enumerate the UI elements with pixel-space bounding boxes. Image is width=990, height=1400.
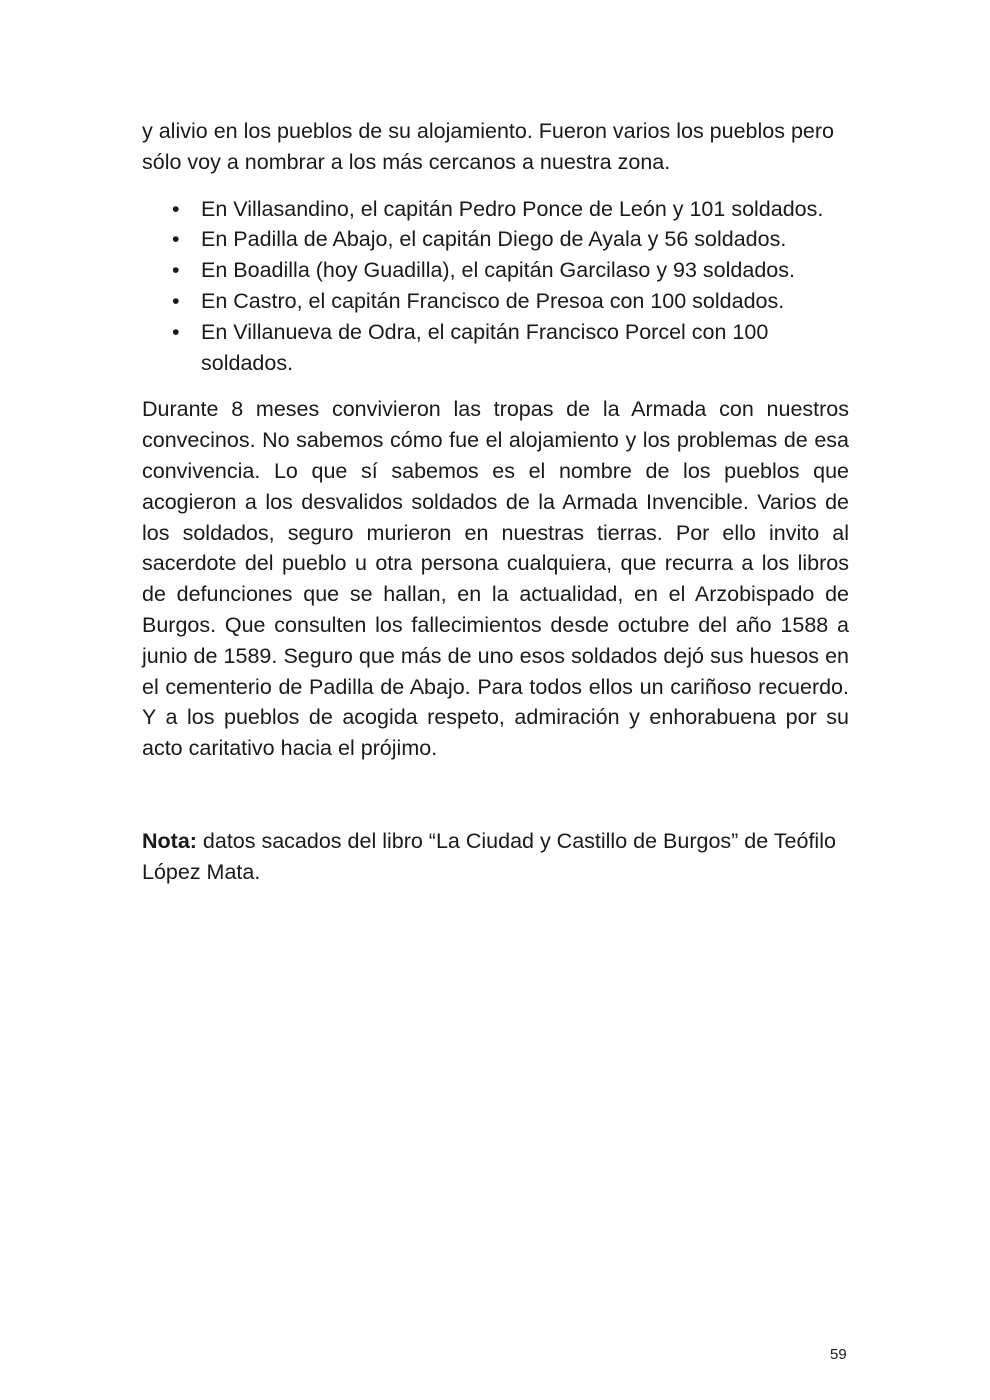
intro-paragraph: y alivio en los pueblos de su alojamiento. Fueron varios los pueblos pero sólo voy a nombrar a los más cercanos a nuestra zona. xyxy=(142,119,834,174)
list-item xyxy=(142,317,849,379)
list-item-text: En Villanueva de Odra, el capitán Francisco Porcel con 100 soldados. xyxy=(201,319,769,375)
list-item-text: En Villasandino, el capitán Pedro Ponce de León y 101 soldados. xyxy=(201,196,824,221)
bullet-icon: • xyxy=(172,258,180,283)
list-item xyxy=(142,286,849,317)
list-item-text: En Boadilla (hoy Guadilla), el capitán Garcilaso y 93 soldados. xyxy=(201,258,795,283)
list-item xyxy=(142,194,849,225)
village-list xyxy=(142,194,849,379)
page-content xyxy=(142,116,849,888)
list-item-text: En Castro, el capitán Francisco de Presoa con 100 soldados. xyxy=(201,288,785,313)
bullet-icon: • xyxy=(172,288,180,313)
body-paragraph: Durante 8 meses convivieron las tropas de la Armada con nuestros convecinos. No sabemos cómo fue el alojamiento y los problemas de esa convivencia. Lo que sí sabemos es el nombre de los pueblos que acogieron a los desvalidos soldados de la Armada Invencible. Varios de los soldados, seguro murieron en nuestras tierras. Por ello invito al sacerdote del pueblo u otra persona cualquiera, que recurra a los libros de defunciones que se hallan, en la actualidad, en el Arzobispado de Burgos. Que consulten los fallecimientos desde octubre del año 1588 a junio de 1589. Seguro que más de uno esos soldados dejó sus huesos en el cementerio de Padilla de Abajo. Para todos ellos un cariñoso recuerdo. Y a los pueblos de acogida respeto, admiración y enhorabuena por su acto caritativo hacia el prójimo. xyxy=(142,397,849,761)
note-text: datos sacados del libro “La Ciudad y Castillo de Burgos” de Teófilo López Mata. xyxy=(142,828,836,884)
note-label: Nota: xyxy=(142,828,197,853)
bullet-icon: • xyxy=(172,319,180,344)
list-item-text: En Padilla de Abajo, el capitán Diego de Ayala y 56 soldados. xyxy=(201,227,787,252)
bullet-icon: • xyxy=(172,227,180,252)
list-item xyxy=(142,224,849,255)
bullet-icon: • xyxy=(172,196,180,221)
page-number: 59 xyxy=(830,1346,847,1363)
list-item xyxy=(142,255,849,286)
source-note xyxy=(142,826,849,888)
